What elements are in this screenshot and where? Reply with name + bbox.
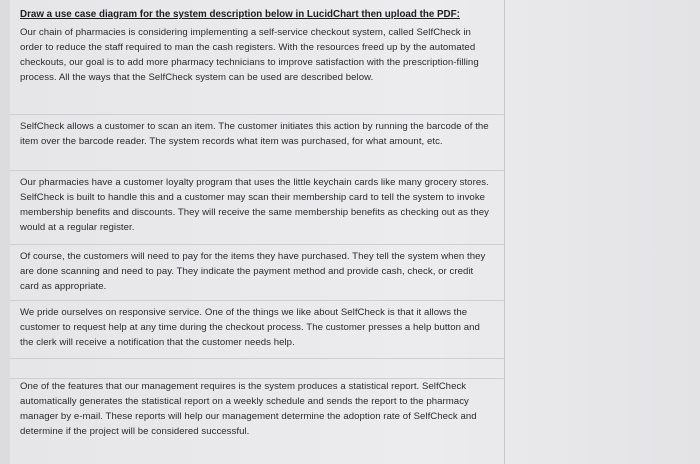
paragraph-report: One of the features that our management requires is the system produces a statistical report. SelfCheck automatically generates the statistical report on a weekly schedule and sends the report to the pharmacy manager by e-mail. These reports will help our management determine the adoption rate of SelfCheck and determine if the project will be considered successful.: [20, 381, 477, 437]
blank-section: [10, 358, 504, 378]
scan-item-section: [10, 114, 504, 170]
paragraph-help: We pride ourselves on responsive service. One of the things we like about SelfCheck is that it allows the customer to request help at any time during the checkout process. The customer presses a help button and the clerk will receive a notification that the customer needs help.: [20, 307, 480, 348]
paragraph-intro: Our chain of pharmacies is considering implementing a self-service checkout system, called SelfCheck in order to reduce the staff required to man the cash registers. With the resources freed up by the automated checkouts, our goal is to add more pharmacy technicians to improve satisfaction with the prescription-filling process. All the ways that the SelfCheck system can be used are described below.: [20, 27, 479, 83]
question-panel: [10, 0, 505, 464]
paragraph-scan-item: SelfCheck allows a customer to scan an item. The customer initiates this action by running the barcode of the item over the barcode reader. The system records what item was purchased, for what amount, etc.: [20, 121, 489, 147]
loyalty-section: [10, 170, 504, 244]
intro-section: [10, 4, 504, 114]
paragraph-loyalty: Our pharmacies have a customer loyalty program that uses the little keychain cards like many grocery stores. SelfCheck is built to handle this and a customer may scan their membership card to tell the system to invoke membership benefits and discounts. They will receive the same membership benefits as checking out as they would at a regular register.: [20, 177, 490, 233]
help-section: [10, 300, 504, 358]
paragraph-payment: Of course, the customers will need to pay for the items they have purchased. They tell the system when they are done scanning and need to pay. They indicate the payment method and provide cash, check, or credit card as appropriate.: [20, 251, 486, 292]
payment-section: [10, 244, 504, 300]
assignment-heading: Draw a use case diagram for the system description below in LucidChart then upload the PDF:: [20, 9, 460, 20]
report-section: [10, 378, 504, 464]
document-page: [10, 0, 700, 464]
